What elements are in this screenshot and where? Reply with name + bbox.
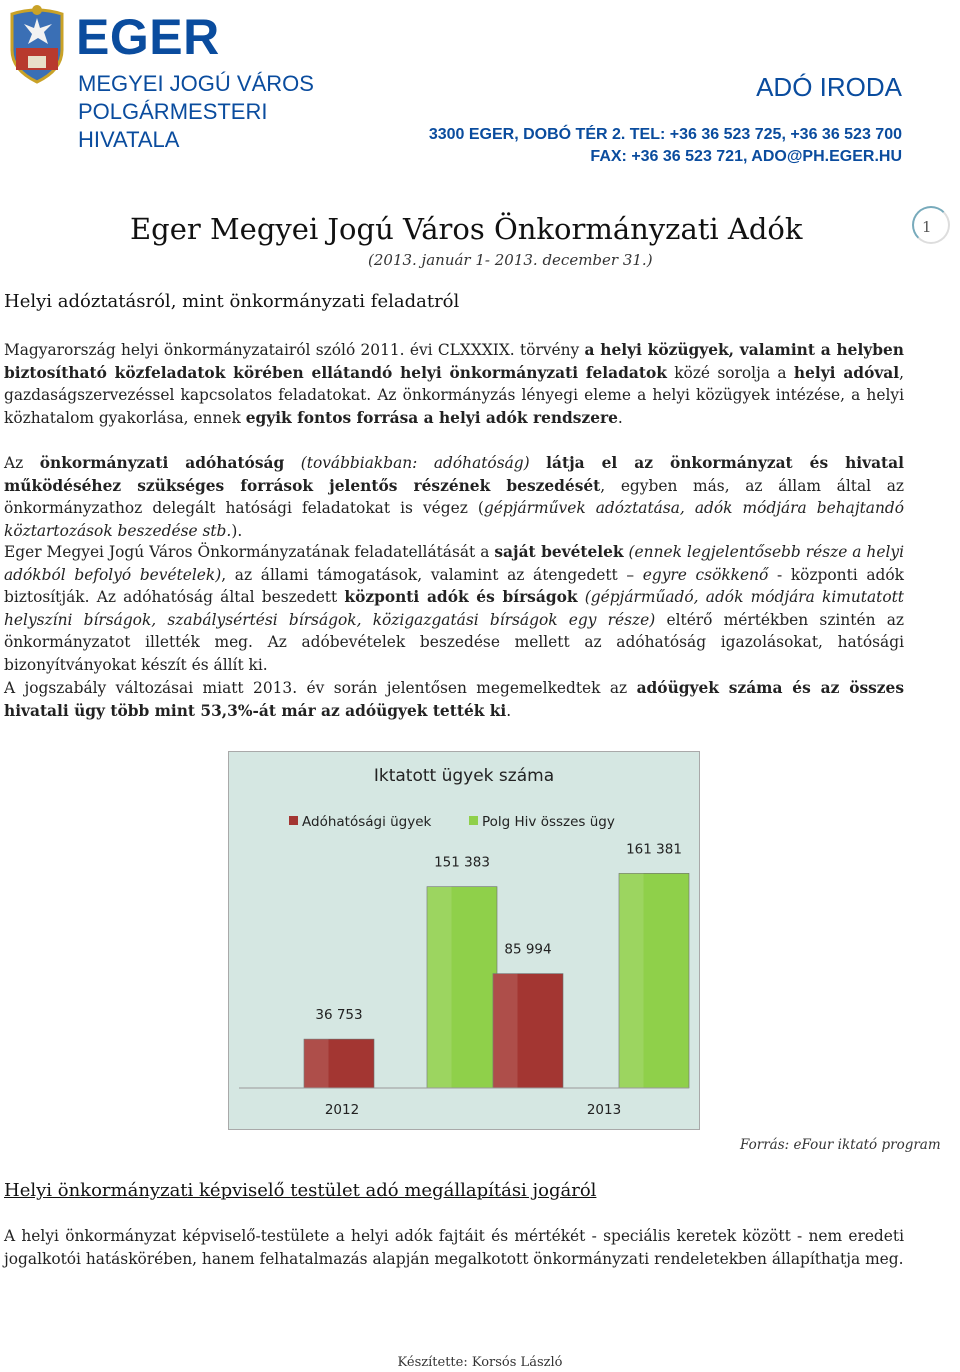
text-run: Az bbox=[4, 454, 40, 472]
legend-label: Polg Hiv összes ügy bbox=[482, 814, 615, 830]
bar-highlight bbox=[619, 873, 644, 1088]
italic-run: egyre csökkenő bbox=[642, 565, 769, 584]
text-run: , az állami támogatások, valamint az átengedett – bbox=[221, 565, 643, 584]
text-run: , gazdaságszervezéssel kapcsolatos feladatokat. Az önkormányzás lényegi eleme a helyi közügyek intézése, a helyi közhatalom gyakorlása, ennek bbox=[4, 363, 904, 427]
paragraph-law bbox=[4, 339, 904, 429]
text-run: A jogszabály változásai miatt 2013. év során jelentősen megemelkedtek az bbox=[4, 679, 637, 697]
bar-highlight bbox=[304, 1039, 329, 1088]
org-line-1: MEGYEI JOGÚ VÁROS bbox=[78, 71, 314, 96]
text-run: . bbox=[506, 701, 512, 720]
org-line-3: HIVATALA bbox=[78, 127, 180, 152]
text-run: Eger Megyei Jogú Város Önkormányzatának feladatellátását a bbox=[4, 543, 495, 561]
bar-chart bbox=[228, 751, 700, 1130]
chart-canvas bbox=[229, 752, 699, 1129]
paragraph-council: A helyi önkormányzat képviselő-testülete a helyi adók fajtáit és mértékét - speciális keretek között - nem eredeti jogalkotói hatáskörében, hanem felhatalmazás alapján megalkotott önkormányzati rendeletekben állapíthatja meg. bbox=[4, 1227, 904, 1268]
paragraph-law-changes bbox=[4, 677, 904, 722]
paragraph-authority bbox=[4, 452, 904, 542]
coat-of-arms-icon bbox=[6, 4, 68, 84]
contact-block bbox=[429, 124, 902, 168]
section-heading-tax: Helyi adóztatásról, mint önkormányzati feladatról bbox=[4, 291, 460, 312]
legend-label: Adóhatósági ügyek bbox=[302, 814, 432, 830]
italic-run: gépjárművek adóztatása, adók módjára behajtandó köztartozások beszedése stb. bbox=[4, 499, 904, 540]
organization-name bbox=[78, 70, 314, 154]
bar-highlight bbox=[427, 887, 452, 1088]
text-run: - központi adók biztosítják. Az adóhatóság által beszedett bbox=[4, 565, 904, 606]
document-period: (2013. január 1- 2013. december 31.) bbox=[368, 251, 653, 269]
bold-run: központi adók és bírságok bbox=[344, 588, 578, 606]
footer-author: Készítette: Korsós László bbox=[397, 1355, 563, 1370]
text-run: . bbox=[617, 408, 623, 427]
bold-run: saját bevételek bbox=[494, 543, 624, 561]
bold-run: a helyi közügyek, valamint a helyben biztosítható közfeladatok körében ellátandó helyi önkormányzati feladatok bbox=[4, 341, 904, 382]
bold-run: önkormányzati adóhatóság bbox=[39, 454, 285, 472]
data-label: 36 753 bbox=[315, 1007, 363, 1024]
bold-run: helyi adóval bbox=[793, 363, 900, 382]
bar-highlight bbox=[493, 974, 518, 1088]
source-note: Forrás: eFour iktató program bbox=[740, 1137, 941, 1153]
text-run bbox=[530, 454, 547, 472]
bold-run: adóügyek száma és az összes hivatali ügy több mint 53,3%-át már az adóügyek tették ki bbox=[4, 679, 904, 720]
document-title: Eger Megyei Jogú Város Önkormányzati Adók bbox=[130, 212, 803, 246]
text-run: , egyben más, az állam által az önkormányzathoz delegált hatósági feladatokat is végez ( bbox=[4, 476, 905, 517]
x-tick-label: 2013 bbox=[586, 1102, 622, 1118]
italic-run: (gépjárműadó, adók módjára kimutatott helyszíni bírságok, szabálysértési bírságok, közigazgatási bírságok egy része) bbox=[4, 588, 904, 629]
italic-run: (ennek legjelentősebb része a helyi adókból befolyó bevételek) bbox=[4, 543, 904, 584]
fax-email-line: FAX: +36 36 523 721, ADO@PH.EGER.HU bbox=[590, 148, 902, 165]
text-run: közé sorolja a bbox=[666, 363, 794, 382]
bold-run: látja el az önkormányzat és hivatal működéséhez szükséges források jelentős részének beszedését bbox=[4, 454, 904, 495]
chart-title: Iktatott ügyek száma bbox=[373, 766, 555, 786]
brand-logo-text: EGER bbox=[76, 9, 220, 65]
section-heading-council: Helyi önkormányzati képviselő testület adó megállapítási jogáról bbox=[4, 1180, 597, 1201]
org-line-2: POLGÁRMESTERI bbox=[78, 99, 268, 124]
text-run: eltérő mértékben szintén az önkormányzatot illették meg. Az adóbevételek beszedése mellett az adóhatóság igazolásokat, hatósági bizonyítványokat készít és állít ki. bbox=[4, 610, 904, 674]
data-label: 151 383 bbox=[434, 854, 490, 871]
paragraph-revenues bbox=[4, 541, 904, 676]
text-run: Magyarország helyi önkormányzatairól szóló 2011. évi CLXXXIX. törvény bbox=[4, 341, 585, 359]
data-label: 85 994 bbox=[504, 941, 552, 958]
italic-run: (továbbiakban: adóhatóság) bbox=[284, 454, 530, 472]
legend-swatch bbox=[469, 816, 478, 825]
legend-swatch bbox=[289, 816, 298, 825]
office-name: ADÓ IRODA bbox=[756, 72, 902, 102]
data-label: 161 381 bbox=[626, 841, 682, 858]
address-line: 3300 EGER, DOBÓ TÉR 2. TEL: +36 36 523 725, +36 36 523 700 bbox=[428, 126, 902, 143]
page-number: 1 bbox=[922, 218, 932, 236]
x-tick-label: 2012 bbox=[324, 1102, 360, 1118]
text-run: ). bbox=[231, 521, 243, 540]
bold-run: egyik fontos forrása a helyi adók rendszere bbox=[245, 408, 618, 427]
